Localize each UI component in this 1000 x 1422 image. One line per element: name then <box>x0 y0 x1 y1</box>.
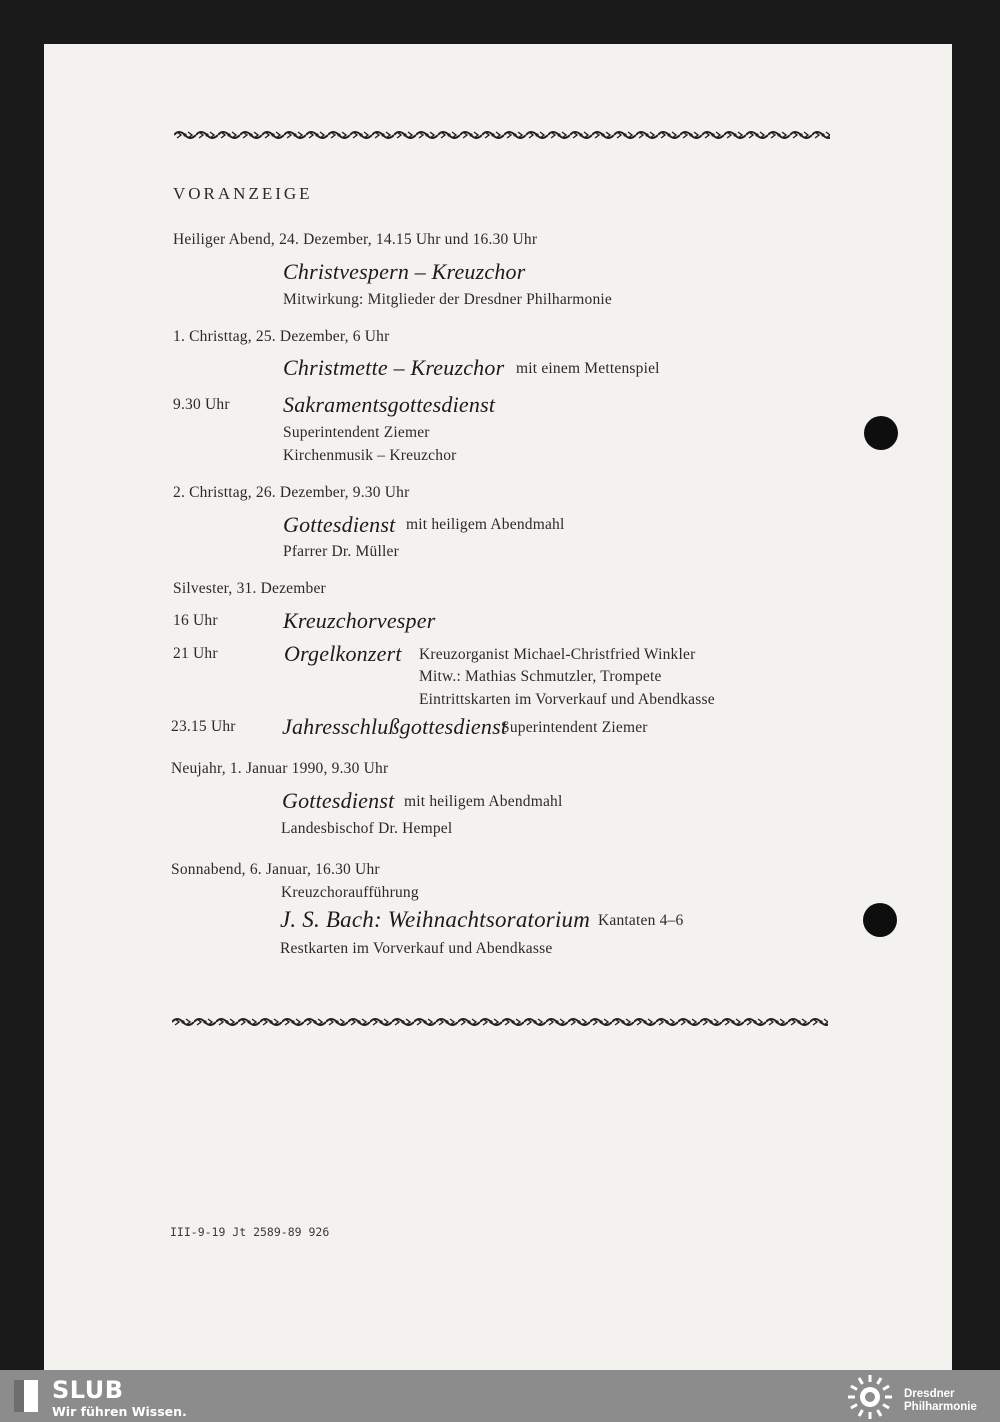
punch-hole <box>863 903 897 937</box>
event-subtitle: Kreuzchoraufführung <box>281 884 419 901</box>
event-date: Silvester, 31. Dezember <box>173 580 326 597</box>
event-title: Gottesdienst <box>283 512 396 537</box>
philharmonie-logo-icon <box>842 1373 898 1421</box>
slub-logo-icon <box>10 1374 42 1418</box>
event-date: Neujahr, 1. Januar 1990, 9.30 Uhr <box>171 760 389 777</box>
partner-name-line2: Philharmonie <box>904 1401 977 1413</box>
event-extra: mit einem Mettenspiel <box>516 360 660 377</box>
event-title: Sakramentsgottesdienst <box>283 392 496 417</box>
event-time: 21 Uhr <box>173 645 218 662</box>
event-note: Restkarten im Vorverkauf und Abendkasse <box>280 940 553 957</box>
print-code: III-9-19 Jt 2589-89 926 <box>170 1225 330 1239</box>
event-date: 1. Christtag, 25. Dezember, 6 Uhr <box>173 328 390 345</box>
slub-subtitle: Wir führen Wissen. <box>52 1404 187 1419</box>
punch-hole <box>864 416 898 450</box>
event-note: Mitwirkung: Mitglieder der Dresdner Philharmonie <box>283 291 613 308</box>
event-extra: mit heiligem Abendmahl <box>404 793 563 810</box>
event-detail: Kreuzorganist Michael-Christfried Winkler <box>419 646 696 663</box>
event-title: Christvespern – Kreuzchor <box>283 259 526 284</box>
event-date: Heiliger Abend, 24. Dezember, 14.15 Uhr und 16.30 Uhr <box>173 231 538 248</box>
event-time: 23.15 Uhr <box>171 718 236 735</box>
event-extra: Kantaten 4–6 <box>598 912 684 929</box>
event-detail: Superintendent Ziemer <box>283 424 430 441</box>
event-title: Orgelkonzert <box>284 641 402 666</box>
event-extra: Superintendent Ziemer <box>501 719 648 736</box>
slub-title: SLUB <box>52 1376 124 1404</box>
ornament-border-bottom <box>172 1016 828 1028</box>
partner-name-line1: Dresdner <box>904 1388 955 1400</box>
event-time: 9.30 Uhr <box>173 396 230 413</box>
event-detail: Kirchenmusik – Kreuzchor <box>283 447 457 464</box>
event-detail: Eintrittskarten im Vorverkauf und Abendkasse <box>419 691 715 708</box>
event-date: Sonnabend, 6. Januar, 16.30 Uhr <box>171 861 380 878</box>
event-title: Gottesdienst <box>282 788 395 813</box>
event-time: 16 Uhr <box>173 612 218 629</box>
event-note: Pfarrer Dr. Müller <box>283 543 399 560</box>
event-note: Landesbischof Dr. Hempel <box>281 820 453 837</box>
heading-voranzeige: VORANZEIGE <box>173 184 313 203</box>
event-date: 2. Christtag, 26. Dezember, 9.30 Uhr <box>173 484 410 501</box>
event-title: Christmette – Kreuzchor <box>283 355 505 380</box>
event-extra: mit heiligem Abendmahl <box>406 516 565 533</box>
event-title: Kreuzchorvesper <box>283 608 436 633</box>
event-title: J. S. Bach: Weihnachtsoratorium <box>280 907 591 932</box>
event-detail: Mitw.: Mathias Schmutzler, Trompete <box>419 668 662 685</box>
event-title: Jahresschlußgottesdienst <box>282 714 508 739</box>
ornament-border-top <box>174 129 830 141</box>
